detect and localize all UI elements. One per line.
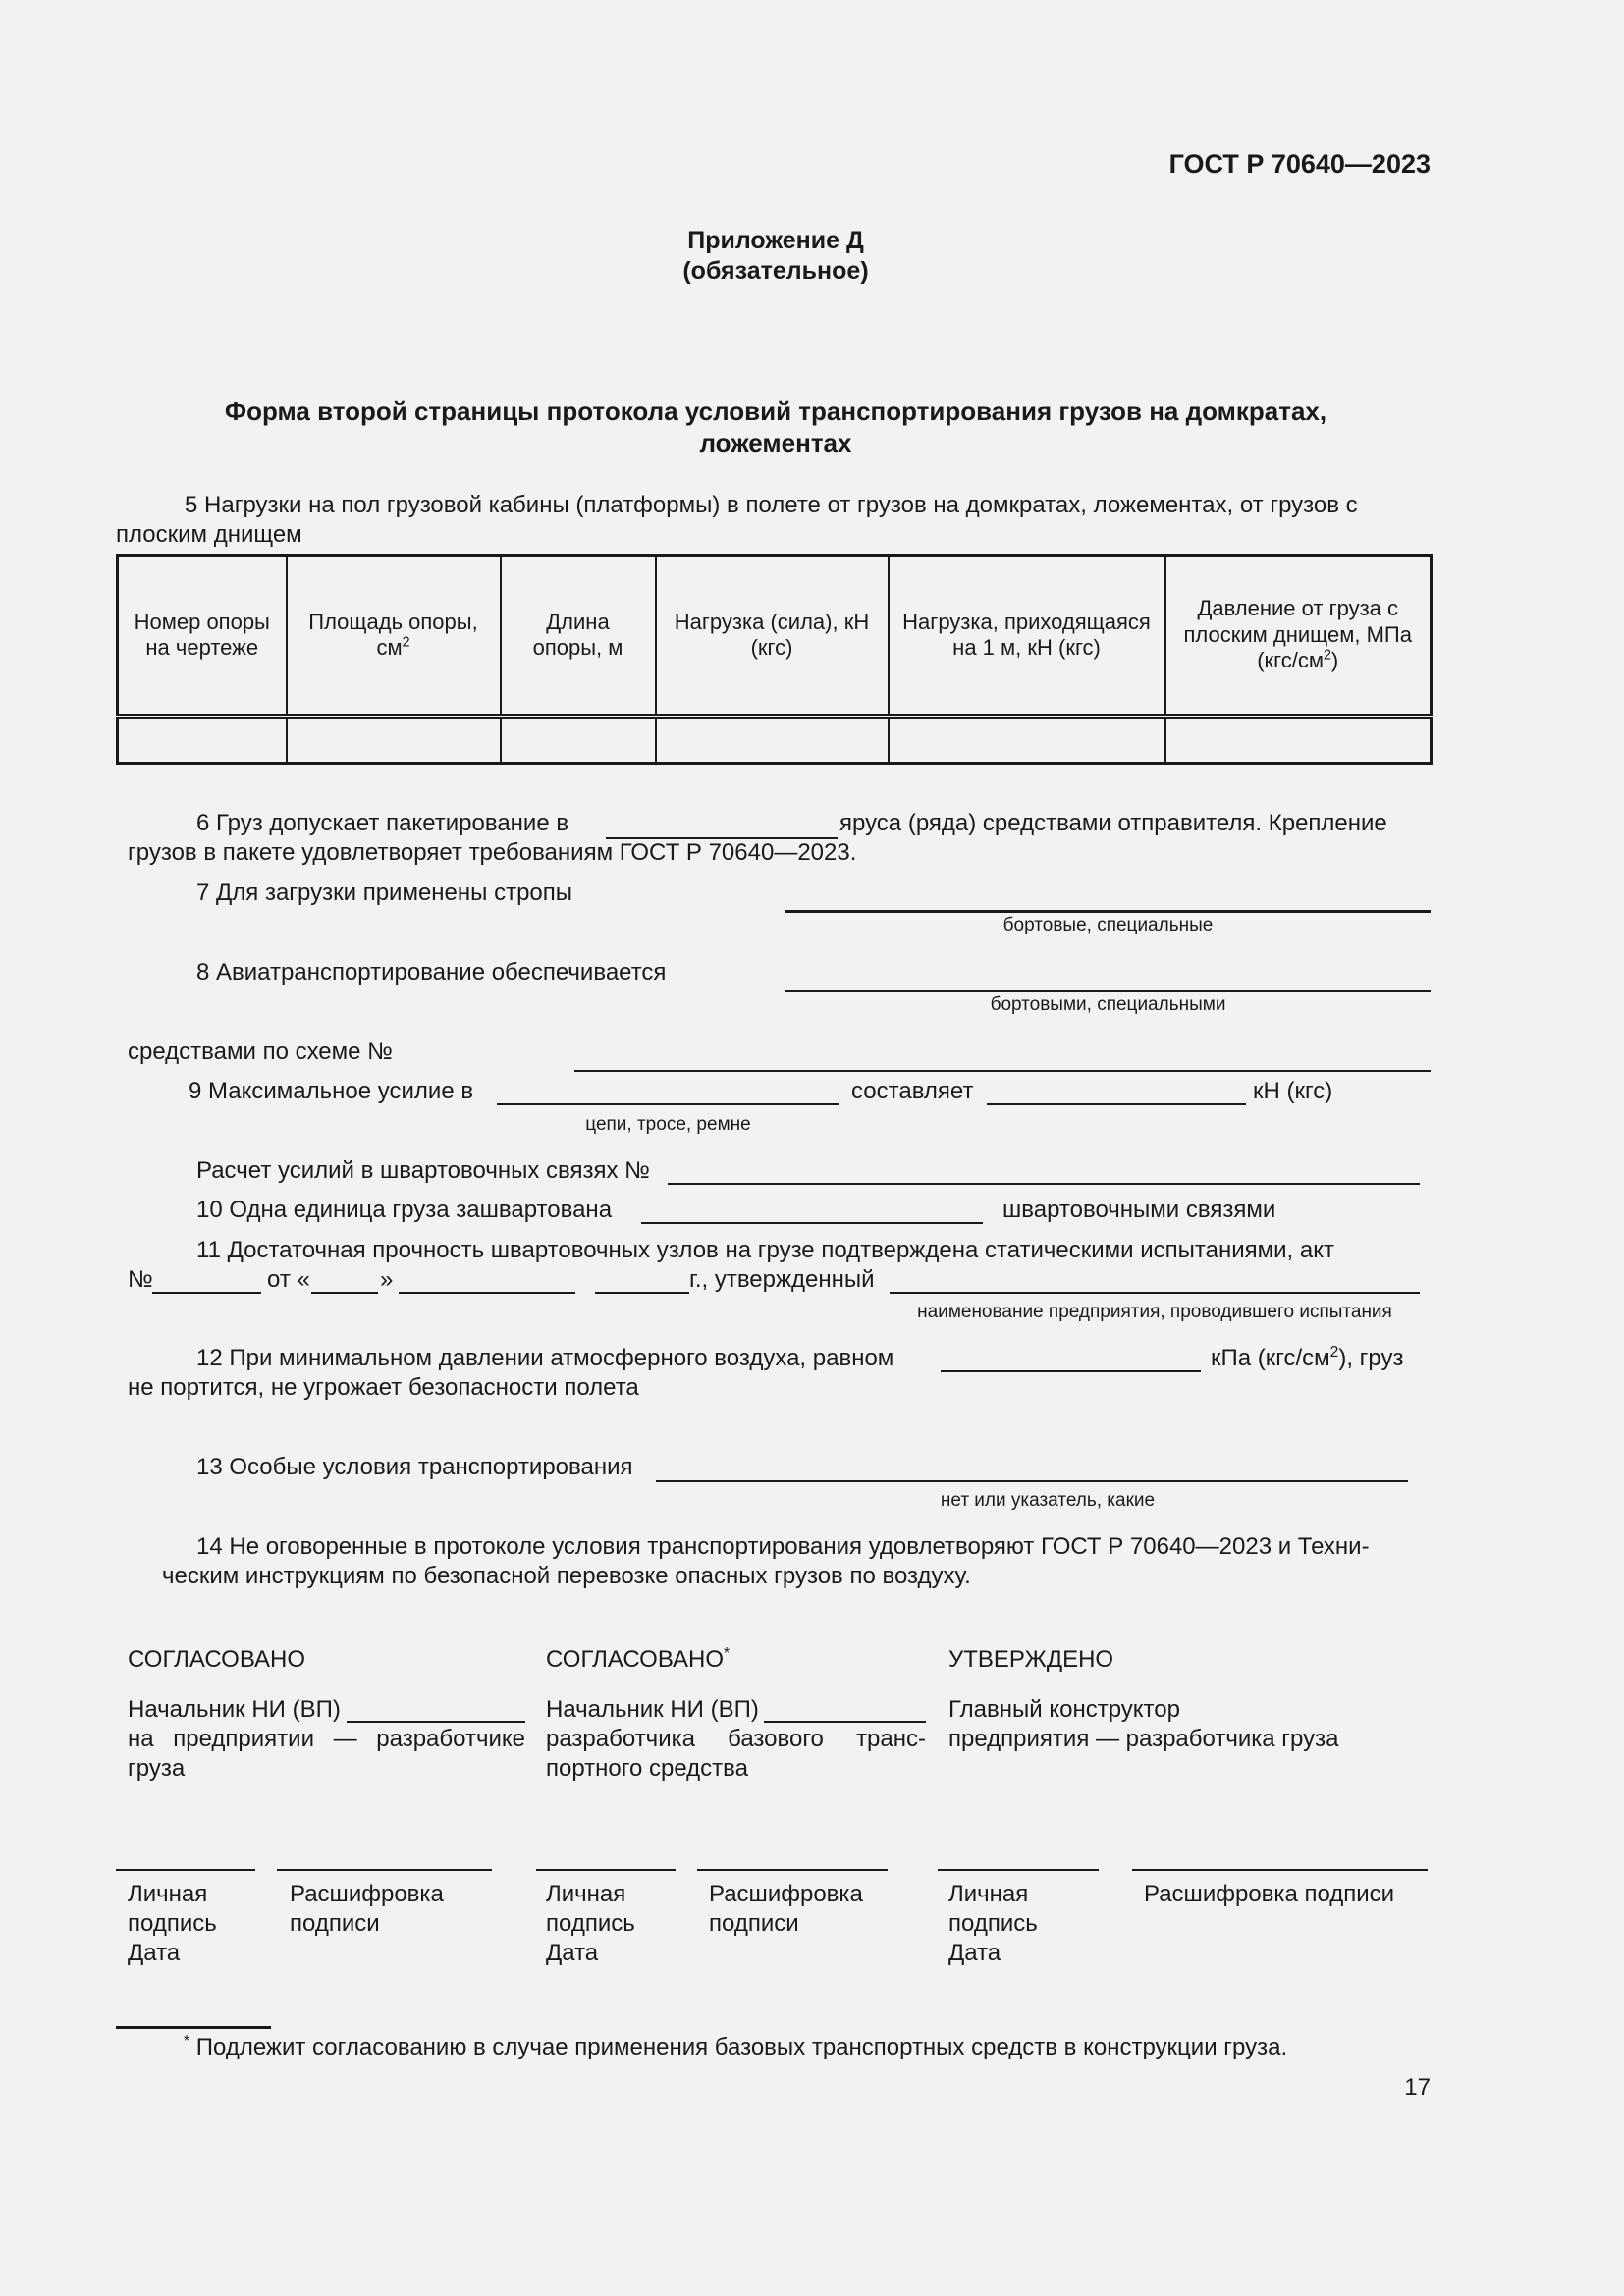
- item11-act-number-blank[interactable]: [152, 1292, 261, 1294]
- page-number: 17: [1404, 2074, 1431, 2101]
- col-header-support-length: Длина опоры, м: [501, 556, 656, 717]
- item14-line1: 14 Не оговоренные в протоколе условия транспортирования удовлетворяют ГОСТ Р 70640—2023 и Техни-: [196, 1533, 1370, 1560]
- approval-2-position-line2: разработчика базового транс-: [546, 1726, 926, 1752]
- approval-2-position-blank[interactable]: [764, 1721, 926, 1723]
- item11-no: №: [128, 1266, 153, 1293]
- table-cell[interactable]: [889, 717, 1165, 764]
- item10-text-b: швартовочными связями: [1002, 1197, 1276, 1223]
- table-cell[interactable]: [287, 717, 501, 764]
- item11-line1: 11 Достаточная прочность швартовочных узлов на грузе подтверждена статическими испытаниями, акт: [196, 1237, 1334, 1263]
- item9-text-c: кН (кгс): [1253, 1078, 1333, 1104]
- item13-conditions-blank[interactable]: [656, 1480, 1408, 1482]
- col-header-load-force: Нагрузка (сила), кН (кгс): [656, 556, 889, 717]
- item6-line2: грузов в пакете удовлетворяет требованиям ГОСТ Р 70640—2023.: [128, 839, 857, 866]
- approval-1-position-blank[interactable]: [347, 1721, 525, 1723]
- table-cell[interactable]: [1165, 717, 1432, 764]
- item9-calc-text: Расчет усилий в швартовочных связях №: [196, 1157, 650, 1184]
- table-cell[interactable]: [118, 717, 287, 764]
- item7-caption: бортовые, специальные: [1002, 915, 1214, 935]
- item11-caption: наименование предприятия, проводившего испытания: [917, 1302, 1392, 1322]
- item6-text-b: яруса (ряда) средствами отправителя. Крепление: [839, 810, 1387, 836]
- item7-slings-blank[interactable]: [785, 910, 1431, 913]
- col-header-support-number: Номер опоры на чертеже: [118, 556, 287, 717]
- item12-line2: не портится, не угрожает безопасности полета: [128, 1374, 639, 1401]
- item8-text: 8 Авиатранспортирование обеспечивается: [196, 959, 667, 986]
- col-header-flat-bottom-pressure: Давление от груза с плоским днищем, МПа $(кгс/см^2)$: [1165, 556, 1432, 717]
- item9-text-a: 9 Максимальное усилие в: [189, 1078, 474, 1104]
- approval-1-decoding-line[interactable]: [277, 1869, 492, 1871]
- col-header-support-area: Площадь опоры, $см^2$: [287, 556, 501, 717]
- item7-text: 7 Для загрузки применены стропы: [196, 880, 573, 906]
- approval-1-decoding-label: Расшифровка подписи: [290, 1881, 444, 1937]
- table-cell[interactable]: [656, 717, 889, 764]
- approval-1-position-line3: груза: [128, 1755, 186, 1782]
- item11-year-blank[interactable]: [595, 1292, 689, 1294]
- item10-text-a: 10 Одна единица груза зашвартована: [196, 1197, 613, 1223]
- item9-calc-blank[interactable]: [668, 1183, 1420, 1185]
- item11-year-text: г., утвержденный: [689, 1266, 875, 1293]
- table-cell[interactable]: [501, 717, 656, 764]
- item8-means-blank[interactable]: [785, 990, 1431, 992]
- approval-2-decoding-label: Расшифровка подписи: [709, 1881, 863, 1937]
- loads-table: [116, 554, 1433, 765]
- item14-line2: ческим инструкциям по безопасной перевозке опасных грузов по воздуху.: [162, 1563, 971, 1589]
- form-title-line2: ложементах: [699, 428, 852, 457]
- item12-text-a: 12 При минимальном давлении атмосферного воздуха, равном: [196, 1345, 894, 1371]
- approval-2-decoding-line[interactable]: [697, 1869, 888, 1871]
- item5-line2: плоским днищем: [116, 521, 302, 548]
- item13-text: 13 Особые условия транспортирования: [196, 1454, 633, 1480]
- approval-1-position: Начальник НИ (ВП): [128, 1696, 341, 1723]
- form-title-line1: Форма второй страницы протокола условий транспортирования грузов на домкратах,: [224, 397, 1327, 426]
- item11-approver-blank[interactable]: [890, 1292, 1420, 1294]
- item11-day-blank[interactable]: [311, 1292, 378, 1294]
- approval-3-signature-line[interactable]: [938, 1869, 1099, 1871]
- approval-1-signature-line[interactable]: [116, 1869, 255, 1871]
- item11-from: от «: [267, 1266, 310, 1293]
- item9-caption: цепи, тросе, ремне: [585, 1114, 751, 1135]
- approval-2-signature-line[interactable]: [536, 1869, 676, 1871]
- col-header-load-per-meter: Нагрузка, приходящаяся на 1 м, кН (кгс): [889, 556, 1165, 717]
- approval-1-heading: СОГЛАСОВАНО: [128, 1646, 306, 1673]
- approval-3-heading: УТВЕРЖДЕНО: [948, 1646, 1114, 1673]
- standard-number: ГОСТ Р 70640—2023: [1168, 149, 1431, 179]
- item8-scheme-blank[interactable]: [574, 1070, 1431, 1072]
- appendix-title: Приложение Д: [687, 227, 864, 254]
- approval-3-decoding-label: Расшифровка подписи: [1144, 1881, 1395, 1907]
- item10-count-blank[interactable]: [641, 1222, 983, 1224]
- item12-text-b: кПа $(кгс/см^2)$, груз: [1211, 1344, 1404, 1371]
- approval-3-decoding-line[interactable]: [1132, 1869, 1428, 1871]
- item6-text-a: 6 Груз допускает пакетирование в: [196, 810, 569, 836]
- approval-1-signature-label: Личная подпись Дата: [128, 1881, 217, 1966]
- approval-1-position-line2: на предприятии — разработчике: [128, 1726, 525, 1752]
- item9-element-blank[interactable]: [497, 1103, 839, 1105]
- table-row: [118, 717, 1432, 764]
- item8-line2: средствами по схеме №: [128, 1039, 393, 1065]
- footnote: * Подлежит согласованию в случае применения базовых транспортных средств в конструкции груза.: [184, 2033, 1288, 2060]
- footnote-separator: [116, 2026, 271, 2029]
- approval-3-position: Главный конструктор: [948, 1696, 1180, 1723]
- item13-caption: нет или указатель, какие: [940, 1490, 1156, 1511]
- item11-month-blank[interactable]: [399, 1292, 575, 1294]
- item9-force-blank[interactable]: [987, 1103, 1246, 1105]
- item5-line1: 5 Нагрузки на пол грузовой кабины (платформы) в полете от грузов на домкратах, ложементах, от грузов с: [185, 492, 1358, 518]
- item12-pressure-blank[interactable]: [941, 1370, 1201, 1372]
- approval-2-heading: СОГЛАСОВАНО*: [546, 1645, 731, 1673]
- approval-2-signature-label: Личная подпись Дата: [546, 1881, 635, 1966]
- item11-close-quote: »: [380, 1266, 394, 1293]
- item9-text-b: составляет: [851, 1078, 974, 1104]
- appendix-status: (обязательное): [682, 257, 869, 285]
- approval-2-position: Начальник НИ (ВП): [546, 1696, 759, 1723]
- approval-3-position-line2: предприятия — разработчика груза: [948, 1726, 1339, 1752]
- approval-2-position-line3: портного средства: [546, 1755, 748, 1782]
- item8-caption: бортовыми, специальными: [990, 994, 1226, 1015]
- approval-3-signature-label: Личная подпись Дата: [948, 1881, 1038, 1966]
